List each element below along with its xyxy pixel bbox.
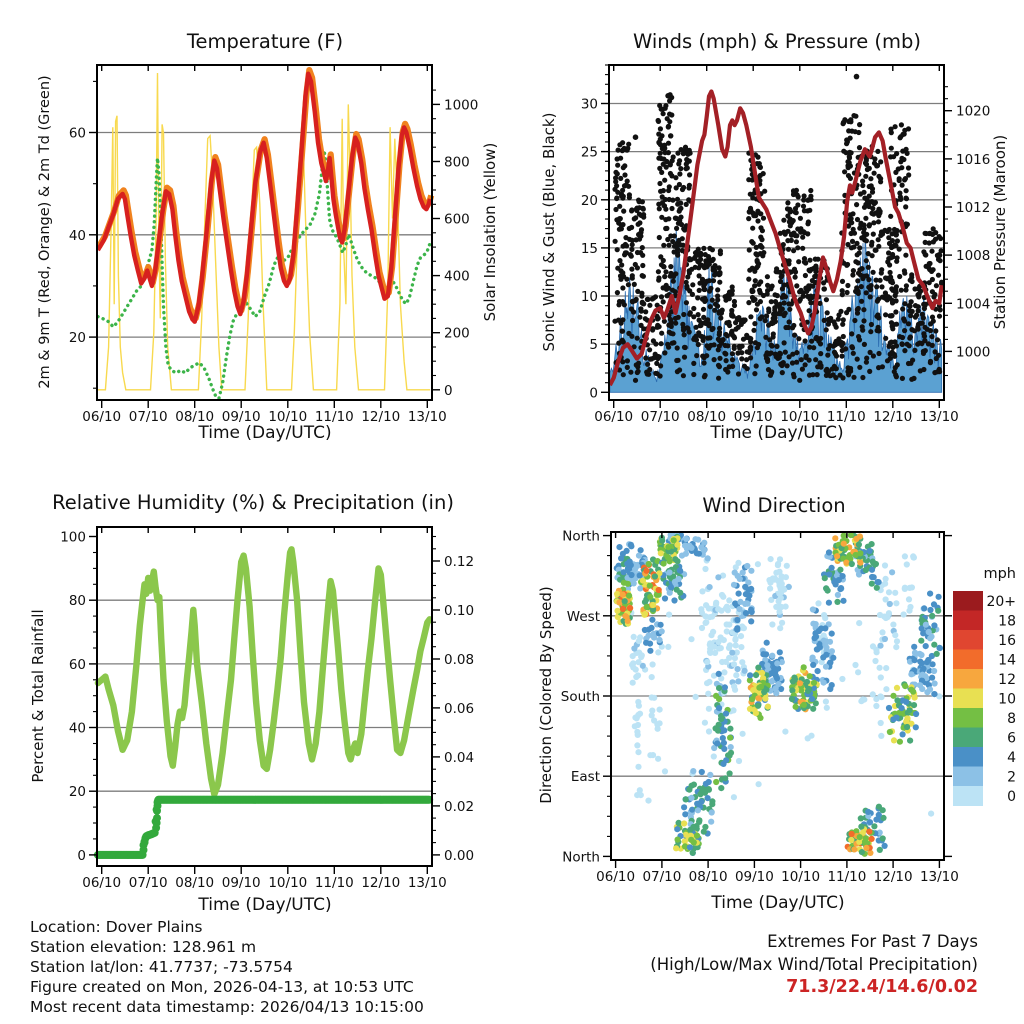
svg-text:10/10: 10/10: [268, 409, 308, 425]
rh_precip-chart: [60, 527, 474, 891]
svg-text:0: 0: [77, 847, 86, 864]
svg-text:North: North: [562, 849, 600, 866]
svg-text:06/10: 06/10: [596, 869, 636, 885]
svg-text:12/10: 12/10: [873, 409, 913, 425]
extremes-subtitle: (High/Low/Max Wind/Total Precipitation): [650, 955, 978, 974]
svg-text:10: 10: [580, 289, 598, 305]
svg-text:18: 18: [998, 613, 1016, 630]
svg-text:0.06: 0.06: [444, 700, 475, 717]
extremes-values: 71.3/22.4/14.6/0.02: [786, 977, 978, 997]
svg-text:0.08: 0.08: [444, 652, 475, 668]
winds-right-ylabel: Station Pressure (Maroon): [991, 134, 1009, 330]
svg-text:25: 25: [580, 144, 598, 161]
svg-text:10/10: 10/10: [780, 409, 820, 425]
svg-text:16: 16: [998, 632, 1016, 649]
winds-xaxis-label: Time (Day/UTC): [710, 423, 844, 443]
svg-text:1012: 1012: [956, 200, 991, 216]
svg-text:13/10: 13/10: [919, 409, 959, 425]
svg-text:80: 80: [68, 593, 86, 610]
temperature-right-ylabel: Solar Insolation (Yellow): [481, 142, 499, 322]
figure-created-line: Figure created on Mon, 2026-04-13, at 10:53 UTC: [30, 978, 414, 996]
svg-text:08/10: 08/10: [175, 409, 215, 425]
data-timestamp-line: Most recent data timestamp: 2026/04/13 10:15:00: [30, 998, 424, 1016]
svg-text:09/10: 09/10: [733, 409, 773, 425]
speed-colorbar: [953, 591, 1016, 806]
svg-text:0.02: 0.02: [444, 798, 475, 815]
svg-text:0.00: 0.00: [444, 847, 475, 864]
svg-text:12/10: 12/10: [361, 409, 401, 425]
svg-text:20: 20: [68, 784, 86, 801]
svg-text:600: 600: [444, 211, 470, 228]
rh-xaxis-label: Time (Day/UTC): [198, 895, 332, 915]
svg-text:0: 0: [589, 385, 598, 402]
rh-precip-chart-title: Relative Humidity (%) & Precipitation (in): [52, 491, 454, 514]
svg-text:4: 4: [1007, 749, 1016, 766]
svg-text:400: 400: [444, 268, 470, 285]
svg-text:09/10: 09/10: [734, 869, 774, 885]
svg-text:12/10: 12/10: [873, 869, 913, 885]
svg-text:08/10: 08/10: [687, 409, 727, 425]
svg-text:13/10: 13/10: [919, 869, 959, 885]
svg-text:10/10: 10/10: [781, 869, 821, 885]
svg-text:0: 0: [1007, 788, 1016, 805]
svg-text:West: West: [566, 608, 600, 625]
temperature-left-ylabel: 2m & 9m T (Red, Orange) & 2m Td (Green): [37, 75, 53, 389]
svg-text:1004: 1004: [956, 296, 991, 313]
wind_direction-chart: [561, 529, 959, 885]
svg-text:07/10: 07/10: [642, 869, 682, 885]
svg-text:13/10: 13/10: [407, 409, 447, 425]
svg-text:100: 100: [60, 529, 86, 546]
svg-text:0: 0: [444, 382, 453, 399]
svg-text:5: 5: [589, 337, 598, 354]
svg-text:20+: 20+: [986, 593, 1016, 610]
rh-left-ylabel: Percent & Total Rainfall: [29, 609, 47, 783]
svg-text:11/10: 11/10: [314, 875, 354, 891]
svg-text:20: 20: [580, 192, 598, 209]
svg-text:2: 2: [1007, 769, 1016, 786]
svg-text:8: 8: [1007, 710, 1016, 727]
svg-text:09/10: 09/10: [221, 875, 261, 891]
svg-text:East: East: [570, 769, 600, 786]
svg-text:200: 200: [444, 325, 470, 342]
svg-text:09/10: 09/10: [221, 409, 261, 425]
wind-direction-xaxis-label: Time (Day/UTC): [711, 893, 845, 913]
extremes-block: [650, 930, 978, 999]
wind-direction-chart-title: Wind Direction: [702, 494, 846, 517]
winds-pressure-chart-title: Winds (mph) & Pressure (mb): [633, 30, 921, 53]
winds-left-ylabel: Sonic Wind & Gust (Blue, Black): [540, 112, 558, 352]
svg-text:15: 15: [580, 240, 598, 257]
svg-text:06/10: 06/10: [82, 409, 122, 425]
svg-text:1000: 1000: [444, 97, 479, 114]
winds_pressure-chart: [581, 65, 991, 425]
svg-text:1016: 1016: [956, 151, 991, 168]
station-location-line: Location: Dover Plains: [30, 918, 203, 936]
svg-text:10/10: 10/10: [268, 875, 308, 891]
temperature-chart-title: Temperature (F): [186, 30, 344, 53]
svg-text:12: 12: [998, 671, 1016, 688]
station-elevation-line: Station elevation: 128.961 m: [30, 938, 257, 956]
colorbar-units-label: mph: [983, 566, 1016, 582]
svg-text:06/10: 06/10: [82, 875, 122, 891]
svg-text:0.12: 0.12: [444, 554, 475, 570]
svg-text:14: 14: [998, 652, 1016, 669]
svg-text:6: 6: [1007, 730, 1016, 747]
station-metadata: [30, 917, 424, 1017]
svg-text:20: 20: [68, 330, 86, 347]
svg-text:1020: 1020: [956, 103, 991, 120]
svg-text:40: 40: [68, 227, 86, 244]
svg-text:North: North: [562, 528, 600, 545]
svg-text:11/10: 11/10: [826, 409, 866, 425]
extremes-title: Extremes For Past 7 Days: [767, 932, 978, 951]
svg-text:0.10: 0.10: [444, 603, 475, 619]
station-latlon-line: Station lat/lon: 41.7737; -73.5754: [30, 958, 293, 976]
svg-text:40: 40: [68, 720, 86, 737]
svg-text:12/10: 12/10: [361, 875, 401, 891]
svg-text:11/10: 11/10: [827, 869, 867, 885]
svg-text:11/10: 11/10: [314, 409, 354, 425]
svg-text:60: 60: [68, 656, 86, 673]
svg-text:08/10: 08/10: [688, 869, 728, 885]
svg-text:0.04: 0.04: [444, 749, 475, 766]
svg-text:06/10: 06/10: [594, 409, 634, 425]
svg-text:07/10: 07/10: [128, 875, 168, 891]
wind-direction-left-ylabel: Direction (Colored By Speed): [537, 586, 555, 804]
svg-text:1008: 1008: [956, 248, 991, 265]
svg-text:07/10: 07/10: [128, 409, 168, 425]
svg-text:1000: 1000: [956, 344, 991, 361]
temperature-xaxis-label: Time (Day/UTC): [198, 423, 332, 443]
svg-text:60: 60: [68, 125, 86, 142]
temperature-chart: [69, 65, 479, 425]
svg-text:10: 10: [998, 691, 1016, 708]
svg-text:07/10: 07/10: [640, 409, 680, 425]
svg-text:South: South: [560, 689, 600, 705]
svg-text:08/10: 08/10: [175, 875, 215, 891]
svg-text:13/10: 13/10: [407, 875, 447, 891]
svg-text:800: 800: [444, 154, 470, 171]
svg-text:30: 30: [580, 96, 598, 113]
